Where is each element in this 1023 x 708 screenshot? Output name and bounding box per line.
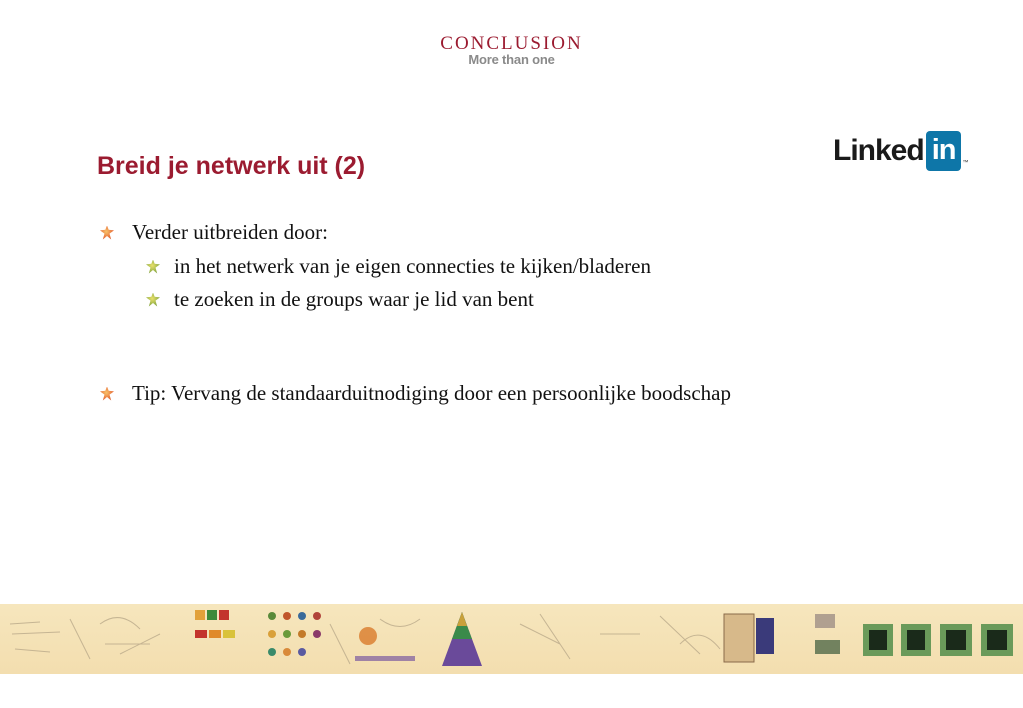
orange-star-bullet-icon — [100, 387, 114, 401]
linkedin-logo-trademark: ™ — [962, 160, 969, 166]
green-star-bullet-icon — [146, 260, 160, 274]
bullet-text: Verder uitbreiden door: — [132, 220, 328, 244]
footer-illustrations — [0, 604, 1023, 674]
sub-bullet-item — [146, 287, 534, 312]
slide-title: Breid je netwerk uit (2) — [97, 152, 366, 180]
sub-bullet-item — [146, 254, 651, 279]
green-star-bullet-icon — [146, 293, 160, 307]
bullet-text: Tip: Vervang de standaarduitnodiging door een persoonlijke boodschap — [132, 381, 731, 405]
linkedin-logo-word: Linked — [833, 134, 924, 167]
brand-name: CONCLUSION — [440, 33, 583, 54]
linkedin-logo — [833, 130, 968, 172]
bullet-text: in het netwerk van je eigen connecties te kijken/bladeren — [174, 254, 651, 278]
linkedin-logo-box: in — [926, 131, 962, 171]
bullet-item — [100, 220, 328, 245]
conclusion-logo — [0, 34, 1023, 67]
decorative-footer-strip — [0, 604, 1023, 674]
bullet-text: te zoeken in de groups waar je lid van bent — [174, 287, 534, 311]
bullet-item — [100, 381, 731, 406]
orange-star-bullet-icon — [100, 226, 114, 240]
brand-tagline: More than one — [468, 52, 555, 67]
